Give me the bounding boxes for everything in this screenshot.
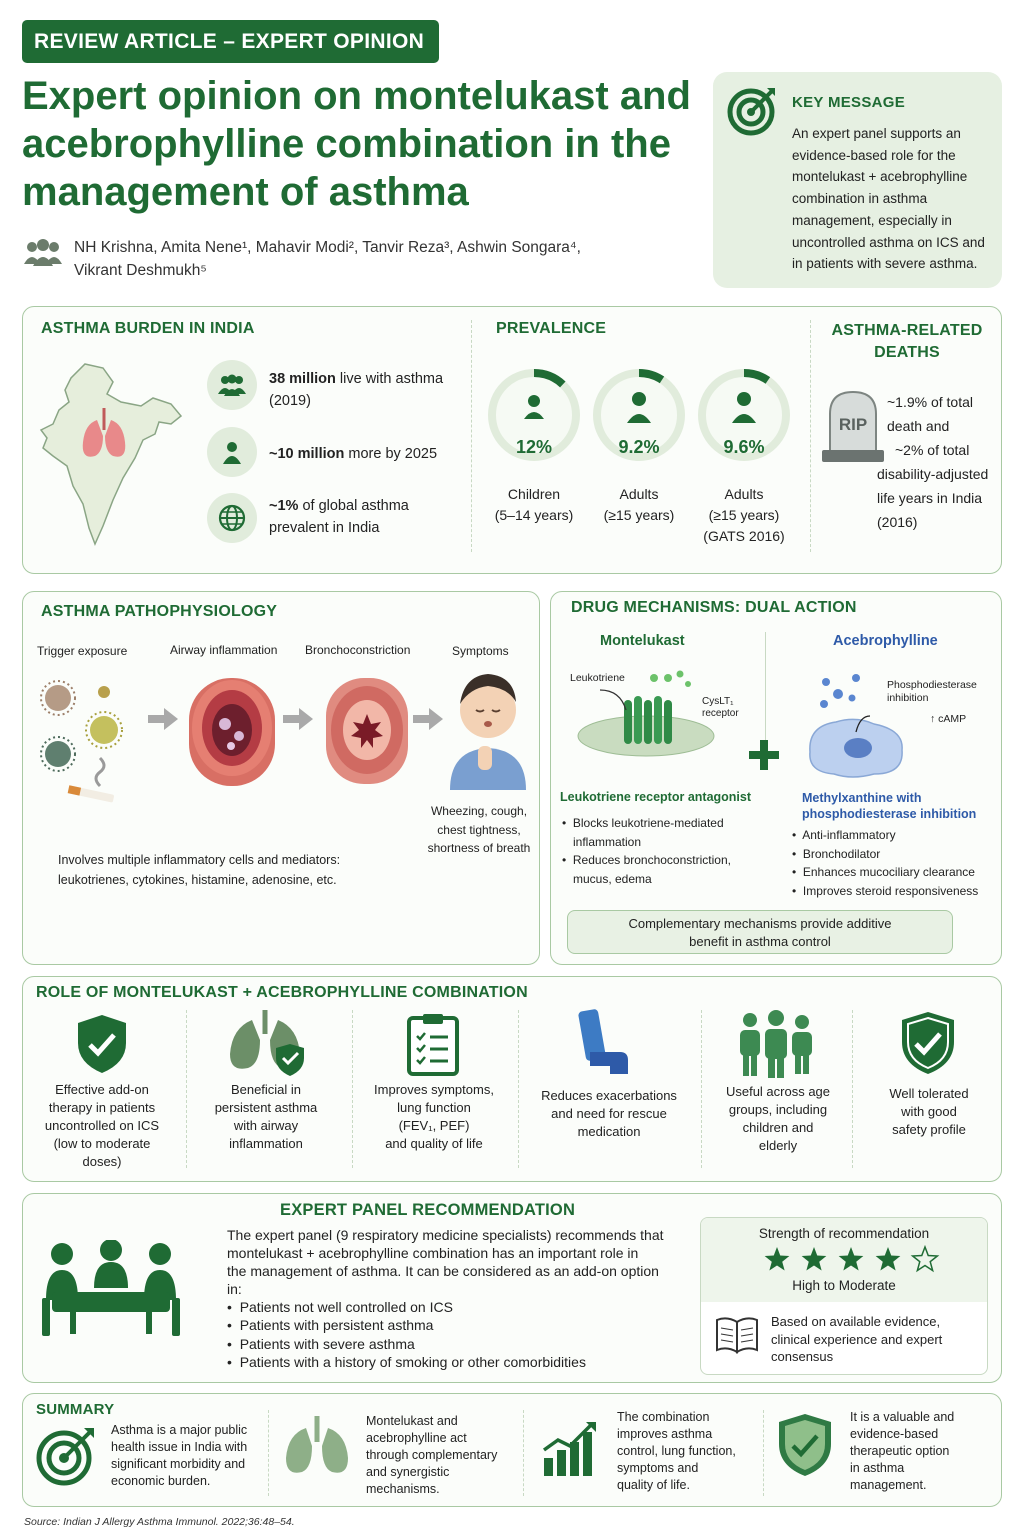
role-text: Well tolerated with good safety profile — [889, 1086, 969, 1137]
deaths-text: ~1.9% of total death and ~2% of total disability-adjusted life years in India (2016) — [877, 394, 989, 530]
strength-label: High to Moderate — [792, 1278, 896, 1293]
key-message-title: KEY MESSAGE — [792, 94, 906, 111]
role-text: Beneficial in persistent asthma with airway inflammation — [214, 1082, 318, 1151]
star-filled-icon — [876, 1247, 901, 1271]
strength-title: Strength of recommendation — [758, 1226, 930, 1241]
prevalence-value: 9.2% — [618, 437, 660, 457]
divider — [852, 1010, 853, 1168]
page-title — [22, 72, 702, 216]
arrow-icon — [413, 708, 443, 730]
divider — [518, 1010, 519, 1168]
target-icon — [36, 1424, 98, 1486]
recommendation-title: EXPERT PANEL RECOMMENDATION — [280, 1201, 576, 1219]
role-text: Effective add-on therapy in patients uncontrolled on ICS (low to moderate doses) — [44, 1082, 160, 1169]
recommendation-intro: The expert panel (9 respiratory medicine specialists) recommends that montelukast + acebrophylline combination has an important role in the management of asthma. It can be considered as an add-on option in: — [227, 1227, 664, 1297]
inflamed-airway-icon — [183, 668, 281, 796]
summary-text: Asthma is a major public health issue in India with significant morbidity and economic burden. — [111, 1423, 248, 1488]
acebrophylline-class: Methylxanthine with phosphodiesterase inhibition — [802, 791, 977, 821]
role-text: Reduces exacerbations and need for rescue medication — [541, 1088, 677, 1139]
divider — [471, 320, 472, 552]
shield-check-icon — [900, 1010, 956, 1076]
authors-line: Vikrant Deshmukh⁵ — [74, 262, 207, 279]
montelukast-class: Leukotriene receptor antagonist — [560, 790, 752, 804]
summary-text: Montelukast and acebrophylline act through complementary and synergistic mechanisms. — [366, 1414, 498, 1496]
complementary-note: Complementary mechanisms provide additive benefit in asthma control — [567, 910, 953, 954]
prevalence-title: PREVALENCE — [496, 320, 607, 337]
role-title: ROLE OF MONTELUKAST + ACEBROPHYLLINE COMBINATION — [36, 984, 528, 1001]
role-text: Useful across age groups, including children and elderly — [725, 1084, 831, 1153]
prevalence-value: 9.6% — [723, 437, 765, 457]
title-line: acebrophylline combination in the — [22, 122, 671, 166]
family-icon — [736, 1010, 816, 1078]
burden-stat: ~1% of global asthma prevalent in India — [269, 498, 409, 536]
recommendation-bullets: • Patients not well controlled on ICS • Patients with persistent asthma • Patients with severe asthma • Patients with a history of smoking or other comorbidities — [227, 1299, 586, 1370]
globe-icon — [207, 493, 257, 543]
divider — [352, 1010, 353, 1168]
lungs-shield-icon — [226, 1010, 310, 1076]
title-line: Expert opinion on montelukast and — [22, 74, 691, 118]
prevalence-label: Adults (≥15 years) (GATS 2016) — [703, 486, 785, 544]
people-group-icon — [207, 360, 257, 410]
patho-title: ASTHMA PATHOPHYSIOLOGY — [41, 603, 278, 620]
strength-basis: Based on available evidence, clinical experience and expert consensus — [771, 1314, 943, 1364]
summary-title: SUMMARY — [36, 1401, 115, 1418]
key-message-text: An expert panel supports an evidence-based role for the montelukast + acebrophylline combination in asthma management, especially in uncontrolled asthma on ICS and in patients with severe asthma. — [792, 126, 985, 272]
step-label: Airway inflammation — [170, 643, 278, 657]
star-filled-icon — [765, 1247, 790, 1271]
montelukast-name: Montelukast — [600, 633, 685, 649]
arrow-icon — [148, 708, 178, 730]
acebrophylline-name: Acebrophylline — [833, 633, 938, 649]
article-type-banner: REVIEW ARTICLE – EXPERT OPINION — [22, 20, 439, 63]
role-text: Improves symptoms, lung function (FEV₁, PEF) and quality of life — [374, 1082, 494, 1151]
prevalence-label: Children (5–14 years) — [494, 486, 574, 523]
step-label: Symptoms — [452, 644, 509, 658]
divider — [763, 1410, 764, 1496]
drug-title: DRUG MECHANISMS: DUAL ACTION — [571, 599, 857, 616]
rip-text: RIP — [838, 415, 868, 434]
person-icon — [207, 427, 257, 477]
divider — [765, 632, 766, 742]
divider — [701, 1010, 702, 1168]
star-filled-icon — [802, 1247, 827, 1271]
camp-label: ↑ cAMP — [930, 713, 967, 725]
target-icon — [727, 84, 779, 136]
burden-stat: ~10 million more by 2025 — [269, 446, 438, 462]
patho-note: Involves multiple inflammatory cells and mediators: leukotrienes, cytokines, histamine, adenosine, etc. — [58, 853, 341, 887]
divider — [186, 1010, 187, 1168]
star-empty-icon — [913, 1247, 938, 1271]
inhaler-icon — [576, 1008, 632, 1080]
deaths-title: ASTHMA-RELATED DEATHS — [831, 322, 983, 361]
burden-title: ASTHMA BURDEN IN INDIA — [41, 320, 255, 337]
step-label: Bronchoconstriction — [305, 643, 411, 657]
title-line: management of asthma — [22, 170, 469, 214]
divider — [810, 320, 811, 552]
constricted-airway-icon — [318, 670, 416, 792]
meeting-icon — [40, 1240, 182, 1338]
prevalence-label: Adults (≥15 years) — [603, 486, 675, 523]
summary-text: It is a valuable and evidence-based therapeutic option in asthma management. — [850, 1410, 955, 1492]
virus-trigger-icon — [38, 676, 138, 806]
arrow-icon — [283, 708, 313, 730]
india-map-icon — [35, 358, 195, 558]
burden-stat: 38 million live with asthma (2019) — [269, 371, 444, 409]
clipboard-checklist-icon — [406, 1012, 460, 1076]
step-label: Trigger exposure — [37, 644, 128, 658]
shield-check-icon — [76, 1013, 128, 1075]
summary-text: The combination improves asthma control, lung function, symptoms and quality of life. — [617, 1410, 736, 1492]
acebrophylline-bullets: • Anti-inflammatory • Bronchodilator • Enhances mucociliary clearance • Improves steroid responsiveness — [792, 828, 979, 898]
montelukast-bullets: • Blocks leukotriene-mediated inflammation • Reduces bronchoconstriction, mucus, edema — [562, 816, 731, 886]
pde-label: Phosphodiesterase inhibition — [887, 679, 977, 704]
symptoms-text: Wheezing, cough, chest tightness, shortness of breath — [427, 804, 531, 855]
star-filled-icon — [839, 1247, 864, 1271]
divider — [523, 1410, 524, 1496]
source-citation: Source: Indian J Allergy Asthma Immunol. 2022;36:48–54. — [24, 1516, 295, 1528]
rating-stars — [762, 1245, 940, 1275]
authors-line: NH Krishna, Amita Nene¹, Mahavir Modi², Tanvir Reza³, Ashwin Songara⁴, — [74, 239, 581, 256]
plus-icon — [747, 738, 781, 772]
lungs-icon — [284, 1416, 350, 1482]
authors-icon — [22, 238, 64, 268]
book-icon — [715, 1314, 759, 1354]
prevalence-value: 12% — [515, 437, 553, 457]
shield-check-icon — [777, 1412, 833, 1478]
divider — [268, 1410, 269, 1496]
chart-up-icon — [540, 1418, 600, 1478]
authors — [74, 236, 634, 282]
leukotriene-label: Leukotriene — [570, 672, 625, 684]
coughing-person-icon — [444, 666, 532, 790]
receptor-label: CysLT₁ receptor — [702, 696, 739, 719]
